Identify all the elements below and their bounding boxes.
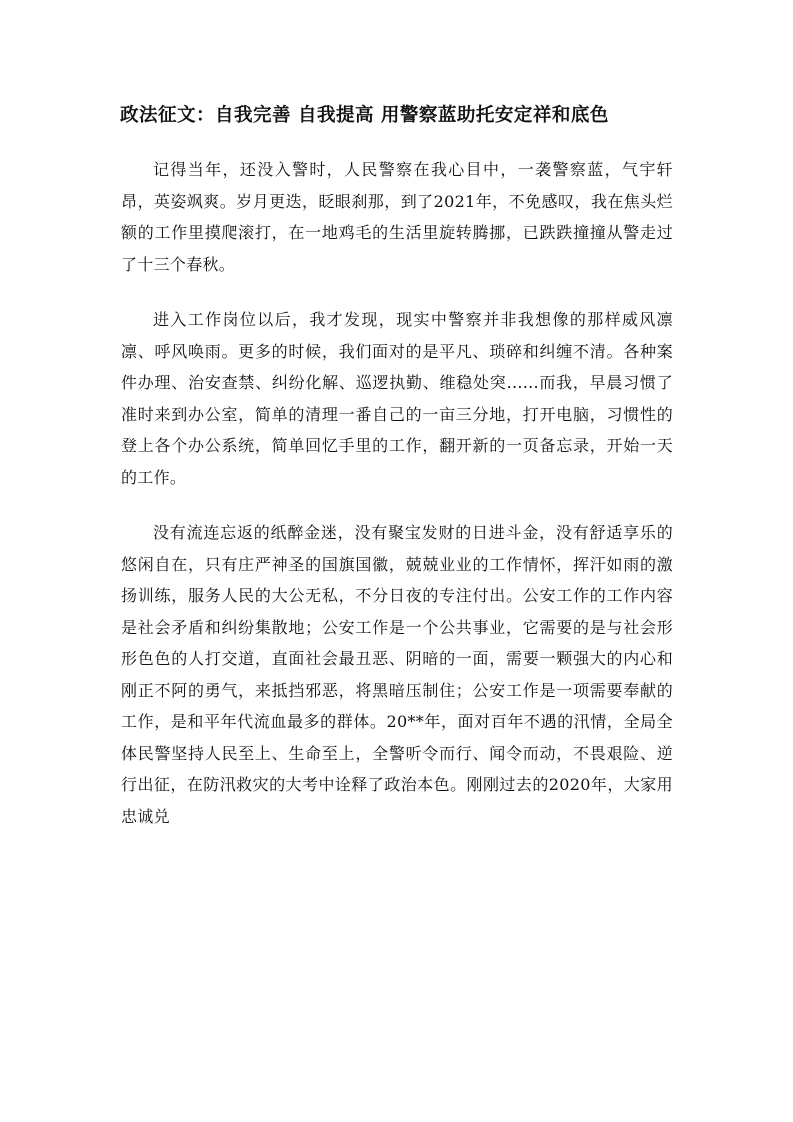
paragraph-2: 进入工作岗位以后，我才发现，现实中警察并非我想像的那样威风凛凛、呼风唤雨。更多的时候，我们面对的是平凡、琐碎和纠缠不清。各种案件办理、治安查禁、纠纷化解、巡逻执勤、维稳处突......而我，早晨习惯了准时来到办公室，简单的清理一番自己的一亩三分地，打开电脑，习惯性的登上各个办公系统，简单回忆手里的工作，翻开新的一页备忘录，开始一天的工作。 [121, 310, 673, 487]
document-title: 政法征文：自我完善 自我提高 用警察蓝助托安定祥和底色 [120, 105, 609, 126]
paragraph-1: 记得当年，还没入警时，人民警察在我心目中，一袭警察蓝，气宇轩昂，英姿飒爽。岁月更迭，眨眼刹那，到了2021年，不免感叹，我在焦头烂额的工作里摸爬滚打，在一地鸡毛的生活里旋转腾挪，已跌跌撞撞从警走过了十三个春秋。 [121, 160, 673, 274]
paragraph-3: 没有流连忘返的纸醉金迷，没有聚宝发财的日进斗金，没有舒适享乐的悠闲自在，只有庄严神圣的国旗国徽，兢兢业业的工作情怀，挥汗如雨的激扬训练，服务人民的大公无私，不分日夜的专注付出。公安工作的工作内容是社会矛盾和纠纷集散地；公安工作是一个公共事业，它需要的是与社会形形色色的人打交道，直面社会最丑恶、阴暗的一面，需要一颗强大的内心和刚正不阿的勇气，来抵挡邪恶，将黑暗压制住；公安工作是一项需要奉献的工作，是和平年代流血最多的群体。20**年，面对百年不遇的汛情，全局全体民警坚持人民至上、生命至上，全警听令而行、闻令而动，不畏艰险、逆行出征，在防汛救灾的大考中诠释了政治本色。刚刚过去的2020年，大家用忠诚兑 [121, 523, 673, 826]
document-body [121, 154, 673, 856]
